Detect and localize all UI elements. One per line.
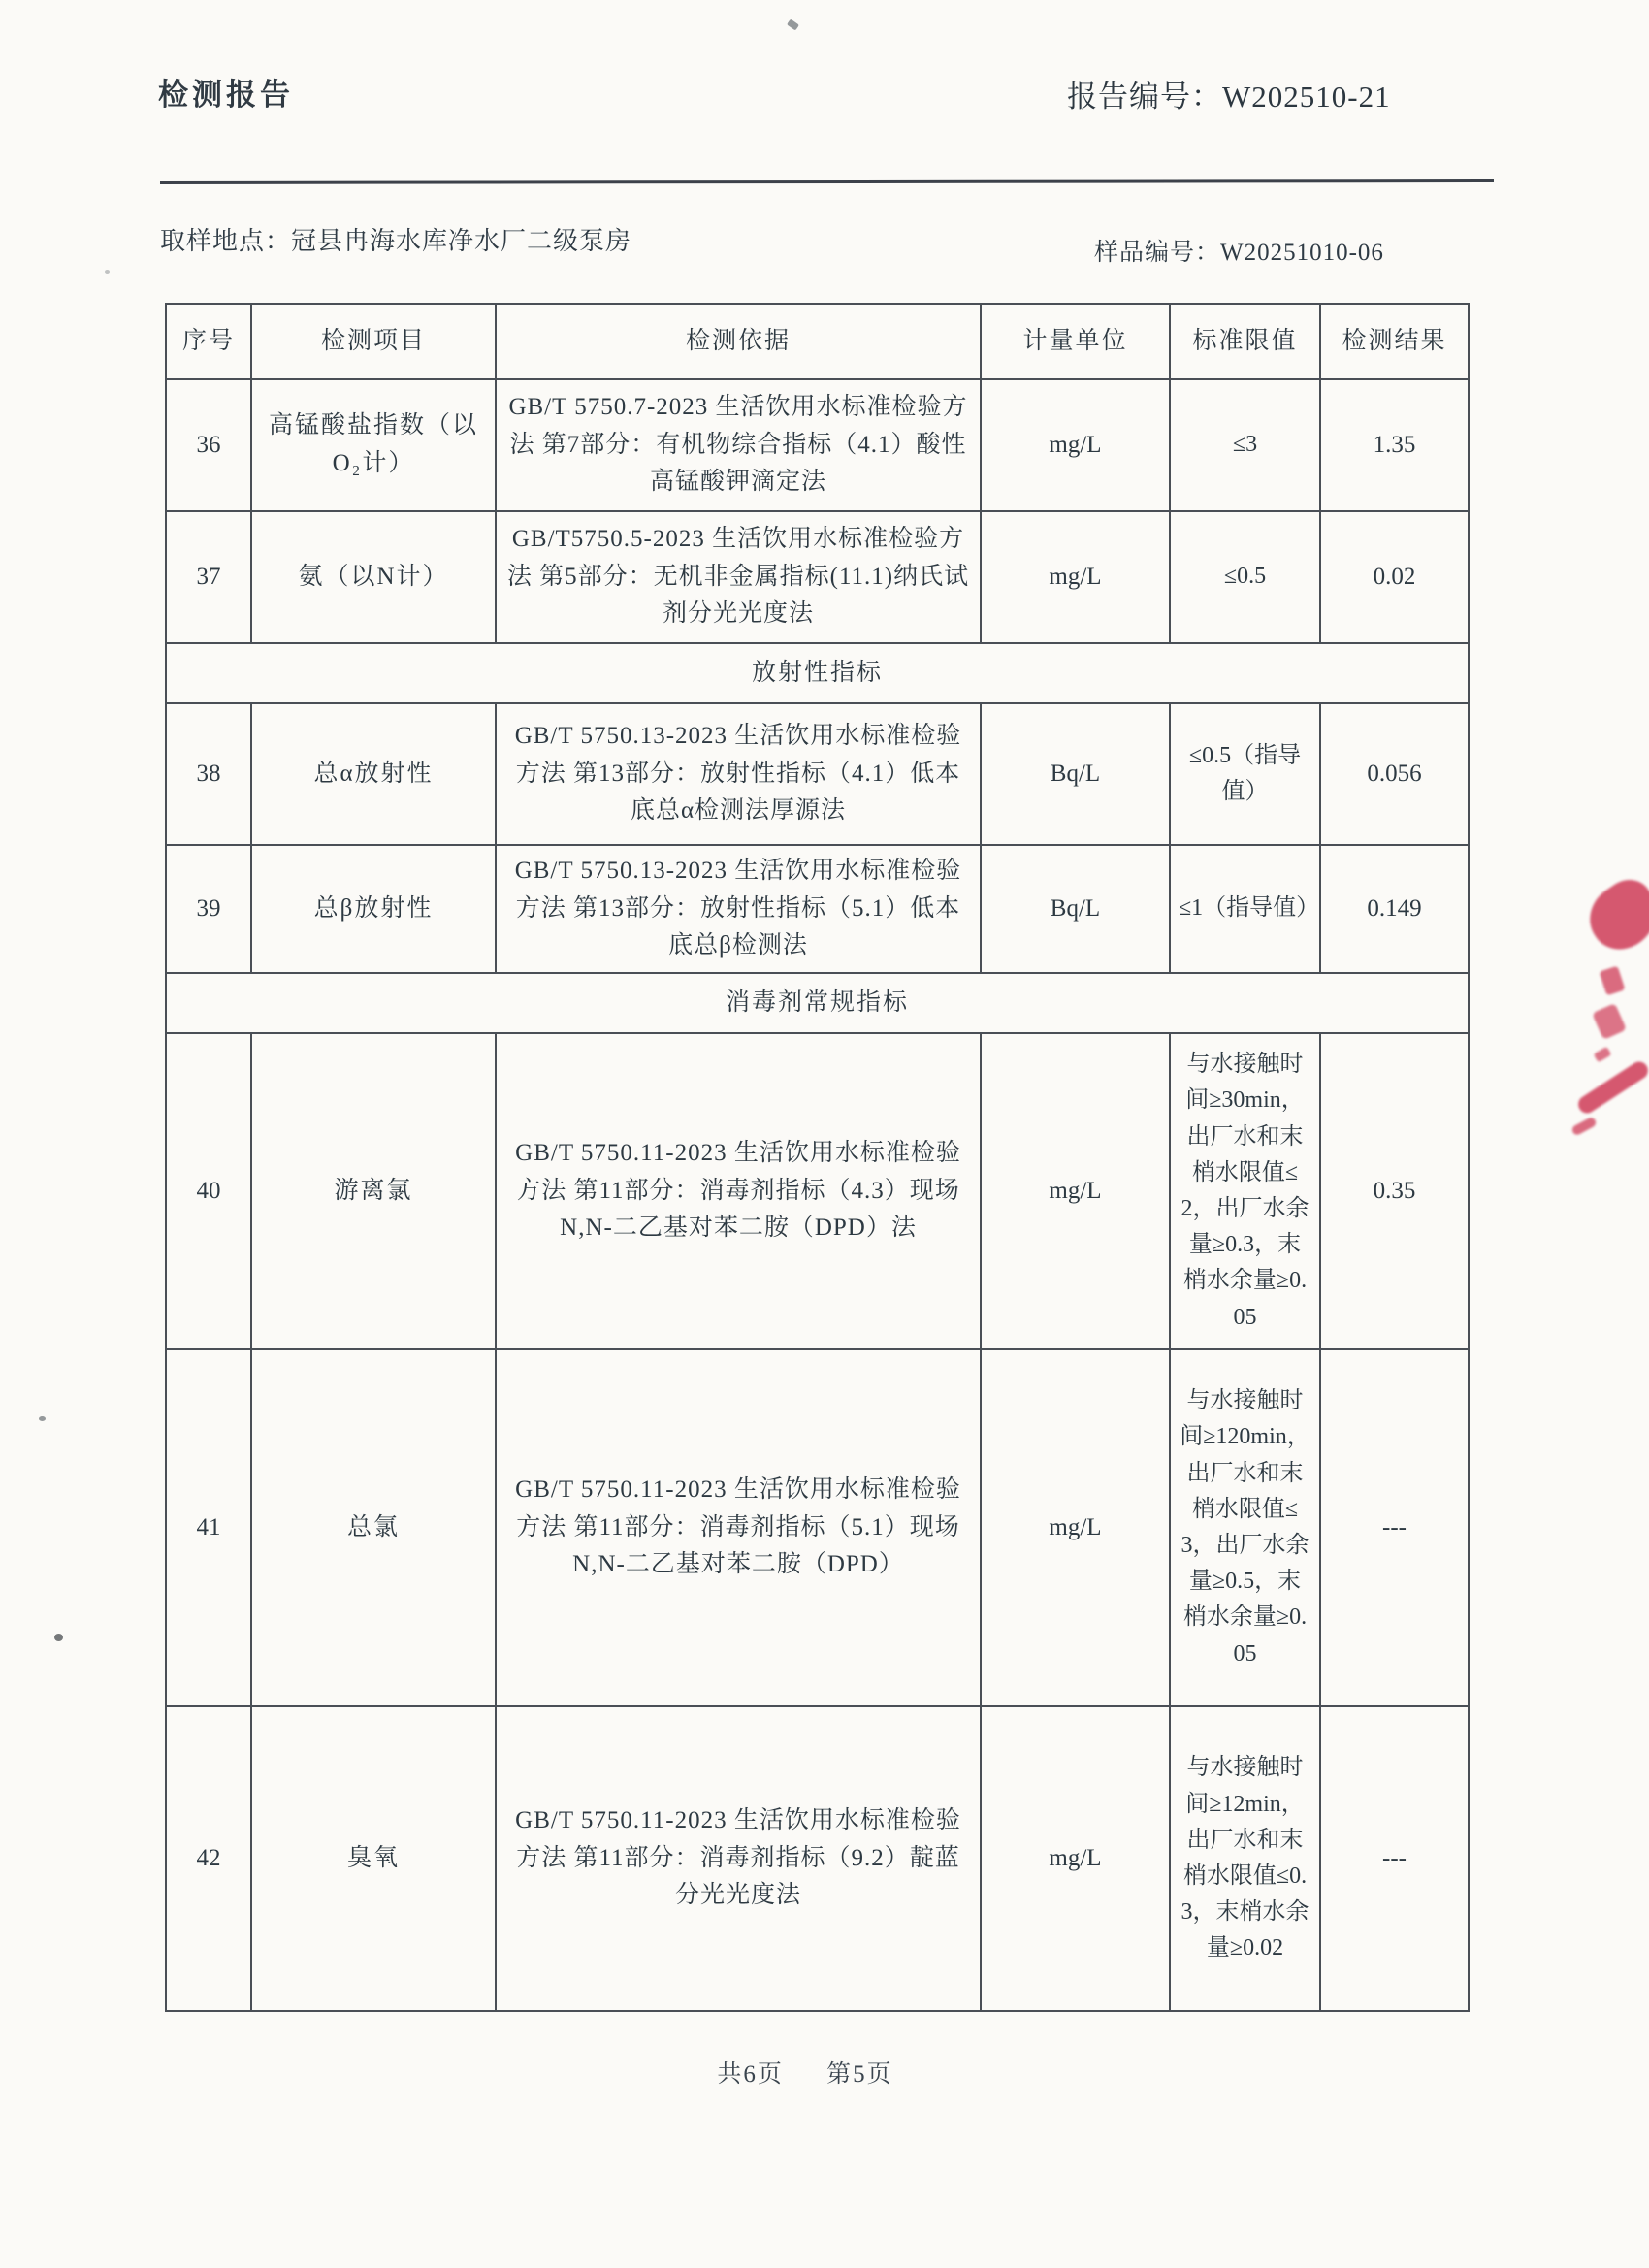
row-item: 总氯 (251, 1349, 496, 1706)
row-basis: GB/T 5750.11-2023 生活饮用水标准检验方法 第11部分：消毒剂指标（5.1）现场 N,N-二乙基对苯二胺（DPD） (496, 1349, 981, 1706)
page-footer (0, 2055, 1610, 2090)
section-row (166, 643, 1469, 703)
row-result: --- (1320, 1349, 1469, 1706)
scan-artifact (54, 1634, 63, 1641)
row-no: 38 (166, 703, 251, 845)
seal-stroke (1570, 1116, 1598, 1136)
table-row (166, 1349, 1469, 1706)
section-row (166, 973, 1469, 1033)
footer-total-pages: 共6页 (717, 2061, 784, 2088)
row-basis: GB/T 5750.7-2023 生活饮用水标准检验方法 第7部分：有机物综合指标（4.1）酸性高锰酸钾滴定法 (496, 379, 981, 511)
table-row (166, 845, 1469, 973)
row-result: 0.056 (1320, 703, 1469, 845)
col-header-basis: 检测依据 (496, 304, 981, 379)
row-no: 40 (166, 1033, 251, 1349)
report-number: 报告编号：W202510-21 (1067, 80, 1391, 113)
col-header-no: 序号 (166, 304, 251, 379)
seal-mark (1594, 1047, 1612, 1063)
row-item: 总α放射性 (251, 703, 496, 845)
results-table-wrapper (165, 303, 1468, 2012)
section-title-disinfectant: 消毒剂常规指标 (166, 973, 1469, 1033)
table-row (166, 1706, 1469, 2011)
row-result: --- (1320, 1706, 1469, 2011)
row-result: 0.02 (1320, 511, 1469, 643)
seal-mark (1592, 1003, 1627, 1040)
seal-mark (1599, 966, 1625, 996)
header-divider (160, 179, 1494, 184)
row-item: 氨（以N计） (251, 511, 496, 643)
results-table (165, 303, 1470, 2012)
sample-number: 样品编号：W20251010-06 (1094, 240, 1384, 266)
row-basis: GB/T 5750.13-2023 生活饮用水标准检验方法 第13部分：放射性指标（4.1）低本底总α检测法厚源法 (496, 703, 981, 845)
table-row (166, 1033, 1469, 1349)
row-no: 42 (166, 1706, 251, 2011)
row-no: 39 (166, 845, 251, 973)
row-item: 高锰酸盐指数（以O₂计） (251, 379, 496, 511)
col-header-item: 检测项目 (251, 304, 496, 379)
row-result: 1.35 (1320, 379, 1469, 511)
row-limit: ≤0.5 (1170, 511, 1320, 643)
col-header-limit: 标准限值 (1170, 304, 1320, 379)
table-row (166, 379, 1469, 511)
col-header-unit: 计量单位 (981, 304, 1170, 379)
row-no: 41 (166, 1349, 251, 1706)
row-unit: mg/L (981, 1349, 1170, 1706)
row-basis: GB/T5750.5-2023 生活饮用水标准检验方法 第5部分：无机非金属指标(11.1)纳氏试剂分光光度法 (496, 511, 981, 643)
row-no: 37 (166, 511, 251, 643)
row-limit: ≤1（指导值） (1170, 845, 1320, 973)
scan-artifact (787, 18, 799, 30)
row-unit: mg/L (981, 379, 1170, 511)
row-limit: ≤3 (1170, 379, 1320, 511)
table-row (166, 703, 1469, 845)
row-basis: GB/T 5750.13-2023 生活饮用水标准检验方法 第13部分：放射性指标（5.1）低本底总β检测法 (496, 845, 981, 973)
row-no: 36 (166, 379, 251, 511)
row-limit: 与水接触时间≥120min，出厂水和末梢水限值≤3，出厂水余量≥0.5，末梢水余量≥0.05 (1170, 1349, 1320, 1706)
section-title-radioactivity: 放射性指标 (166, 643, 1469, 703)
table-header-row (166, 304, 1469, 379)
row-limit: ≤0.5（指导值） (1170, 703, 1320, 845)
row-unit: mg/L (981, 511, 1170, 643)
row-limit: 与水接触时间≥12min，出厂水和末梢水限值≤0.3，末梢水余量≥0.02 (1170, 1706, 1320, 2011)
row-basis: GB/T 5750.11-2023 生活饮用水标准检验方法 第11部分：消毒剂指标（9.2）靛蓝分光光度法 (496, 1706, 981, 2011)
row-unit: mg/L (981, 1706, 1170, 2011)
row-unit: Bq/L (981, 703, 1170, 845)
row-basis: GB/T 5750.11-2023 生活饮用水标准检验方法 第11部分：消毒剂指标（4.3）现场 N,N-二乙基对苯二胺（DPD）法 (496, 1033, 981, 1349)
page-title: 检测报告 (158, 78, 294, 112)
seal-blob (1577, 870, 1649, 960)
footer-current-page: 第5页 (826, 2061, 893, 2088)
row-limit: 与水接触时间≥30min，出厂水和末梢水限值≤2，出厂水余量≥0.3，末梢水余量≥0.05 (1170, 1033, 1320, 1349)
scan-artifact (105, 270, 110, 274)
col-header-result: 检测结果 (1320, 304, 1469, 379)
red-seal-fragment (1571, 844, 1649, 1251)
row-result: 0.149 (1320, 845, 1469, 973)
table-row (166, 511, 1469, 643)
row-item: 臭氧 (251, 1706, 496, 2011)
row-unit: Bq/L (981, 845, 1170, 973)
row-unit: mg/L (981, 1033, 1170, 1349)
seal-stroke (1575, 1058, 1649, 1117)
row-item: 总β放射性 (251, 845, 496, 973)
sampling-location: 取样地点：冠县冉海水库净水厂二级泵房 (160, 227, 632, 255)
row-item: 游离氯 (251, 1033, 496, 1349)
scan-artifact (39, 1416, 46, 1421)
row-result: 0.35 (1320, 1033, 1469, 1349)
